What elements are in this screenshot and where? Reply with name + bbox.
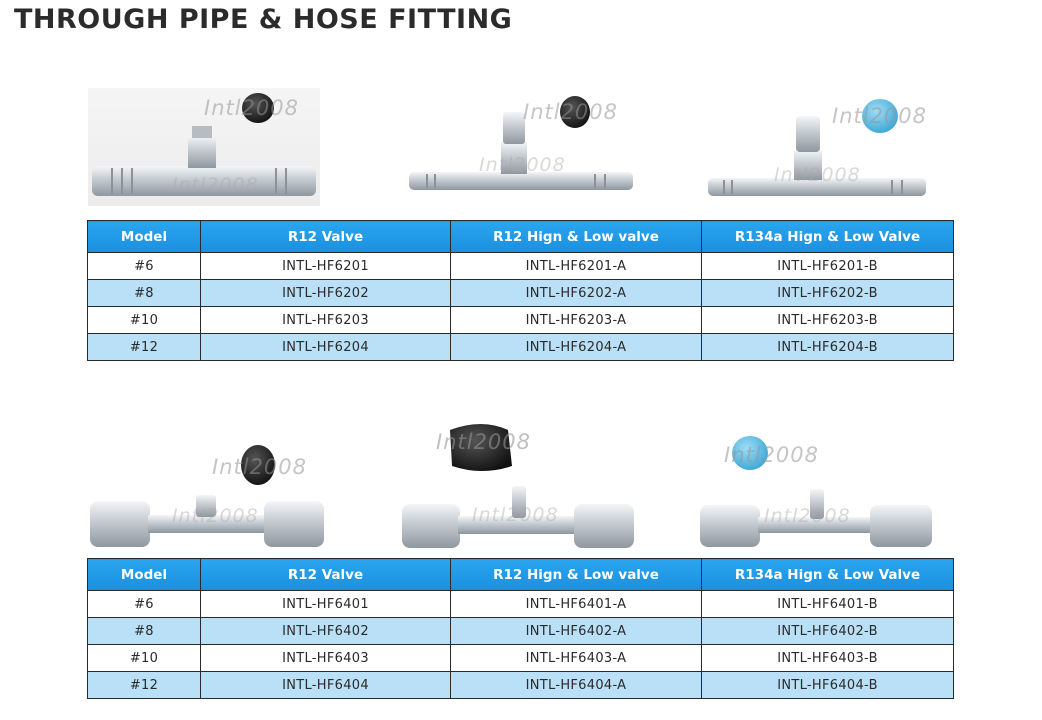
cell-part-number: INTL-HF6404 — [201, 672, 451, 699]
cell-part-number: INTL-HF6403-B — [702, 645, 954, 672]
cell-part-number: INTL-HF6403-A — [451, 645, 702, 672]
cell-model: #10 — [88, 307, 201, 334]
cell-part-number: INTL-HF6204 — [201, 334, 451, 361]
black-cap-icon — [450, 424, 512, 471]
cell-part-number: INTL-HF6204-A — [451, 334, 702, 361]
hose-fitting-illustration — [88, 425, 326, 553]
cell-part-number: INTL-HF6402-B — [702, 618, 954, 645]
watermark: Intl2008 — [172, 505, 259, 527]
product-photo-r12-valve-pipe — [88, 88, 320, 206]
table-row — [88, 307, 954, 334]
table-row — [88, 280, 954, 307]
cell-part-number: INTL-HF6403 — [201, 645, 451, 672]
black-cap-icon — [560, 96, 590, 128]
blue-cap-icon — [732, 436, 768, 470]
cell-part-number: INTL-HF6203 — [201, 307, 451, 334]
cell-part-number: INTL-HF6202-B — [702, 280, 954, 307]
hose-fitting-illustration — [698, 425, 936, 553]
page-title: THROUGH PIPE & HOSE FITTING — [14, 4, 513, 35]
cell-part-number: INTL-HF6401-A — [451, 591, 702, 618]
cell-part-number: INTL-HF6202 — [201, 280, 451, 307]
cell-part-number: INTL-HF6401 — [201, 591, 451, 618]
table-row — [88, 253, 954, 280]
cell-part-number: INTL-HF6402 — [201, 618, 451, 645]
cell-model: #8 — [88, 618, 201, 645]
cell-part-number: INTL-HF6201-B — [702, 253, 954, 280]
cell-part-number: INTL-HF6203-A — [451, 307, 702, 334]
cell-model: #12 — [88, 334, 201, 361]
watermark: Intl2008 — [472, 504, 559, 526]
header-r12-high-low: R12 Hign & Low valve — [451, 221, 702, 253]
watermark: Intl2008 — [212, 455, 308, 479]
table-header-row — [88, 221, 954, 253]
spec-table-pipe — [87, 220, 954, 361]
product-photo-r134a-high-low-pipe — [704, 88, 936, 206]
table-row — [88, 645, 954, 672]
product-photo-r12-valve-hose — [88, 425, 326, 553]
table-row — [88, 672, 954, 699]
cell-part-number: INTL-HF6203-B — [702, 307, 954, 334]
header-model: Model — [88, 221, 201, 253]
watermark: Intl2008 — [764, 505, 851, 527]
cell-part-number: INTL-HF6202-A — [451, 280, 702, 307]
product-photo-r12-high-low-pipe — [405, 88, 637, 206]
header-r134a-high-low: R134a Hign & Low Valve — [702, 559, 954, 591]
cell-model: #6 — [88, 591, 201, 618]
spec-table-hose — [87, 558, 954, 699]
black-cap-icon — [242, 93, 274, 123]
header-r134a-high-low: R134a Hign & Low Valve — [702, 221, 954, 253]
cell-part-number: INTL-HF6201-A — [451, 253, 702, 280]
table-row — [88, 618, 954, 645]
cell-model: #8 — [88, 280, 201, 307]
table-row — [88, 591, 954, 618]
header-r12-valve: R12 Valve — [201, 221, 451, 253]
cell-part-number: INTL-HF6404-B — [702, 672, 954, 699]
cell-part-number: INTL-HF6404-A — [451, 672, 702, 699]
table-header-row — [88, 559, 954, 591]
pipe-fitting-illustration — [704, 88, 936, 206]
cell-model: #12 — [88, 672, 201, 699]
cell-part-number: INTL-HF6402-A — [451, 618, 702, 645]
header-model: Model — [88, 559, 201, 591]
watermark: Intl2008 — [724, 443, 820, 467]
cell-part-number: INTL-HF6201 — [201, 253, 451, 280]
header-r12-valve: R12 Valve — [201, 559, 451, 591]
cell-model: #6 — [88, 253, 201, 280]
hose-fitting-illustration — [400, 418, 638, 553]
product-photo-r12-high-low-hose — [400, 418, 638, 553]
cell-model: #10 — [88, 645, 201, 672]
blue-cap-icon — [862, 99, 898, 133]
watermark: Intl2008 — [172, 174, 259, 196]
header-r12-high-low: R12 Hign & Low valve — [451, 559, 702, 591]
watermark: Intl2008 — [774, 164, 861, 186]
watermark: Intl2008 — [436, 430, 532, 454]
cell-part-number: INTL-HF6204-B — [702, 334, 954, 361]
watermark: Intl2008 — [832, 104, 928, 128]
watermark: Intl2008 — [479, 154, 566, 176]
pipe-fitting-illustration — [405, 88, 637, 206]
watermark: Intl2008 — [204, 96, 300, 120]
pipe-fitting-illustration — [88, 88, 320, 206]
watermark: Intl2008 — [523, 100, 619, 124]
product-photo-r134a-high-low-hose — [698, 425, 936, 553]
table-row — [88, 334, 954, 361]
cell-part-number: INTL-HF6401-B — [702, 591, 954, 618]
black-cap-icon — [241, 445, 275, 485]
